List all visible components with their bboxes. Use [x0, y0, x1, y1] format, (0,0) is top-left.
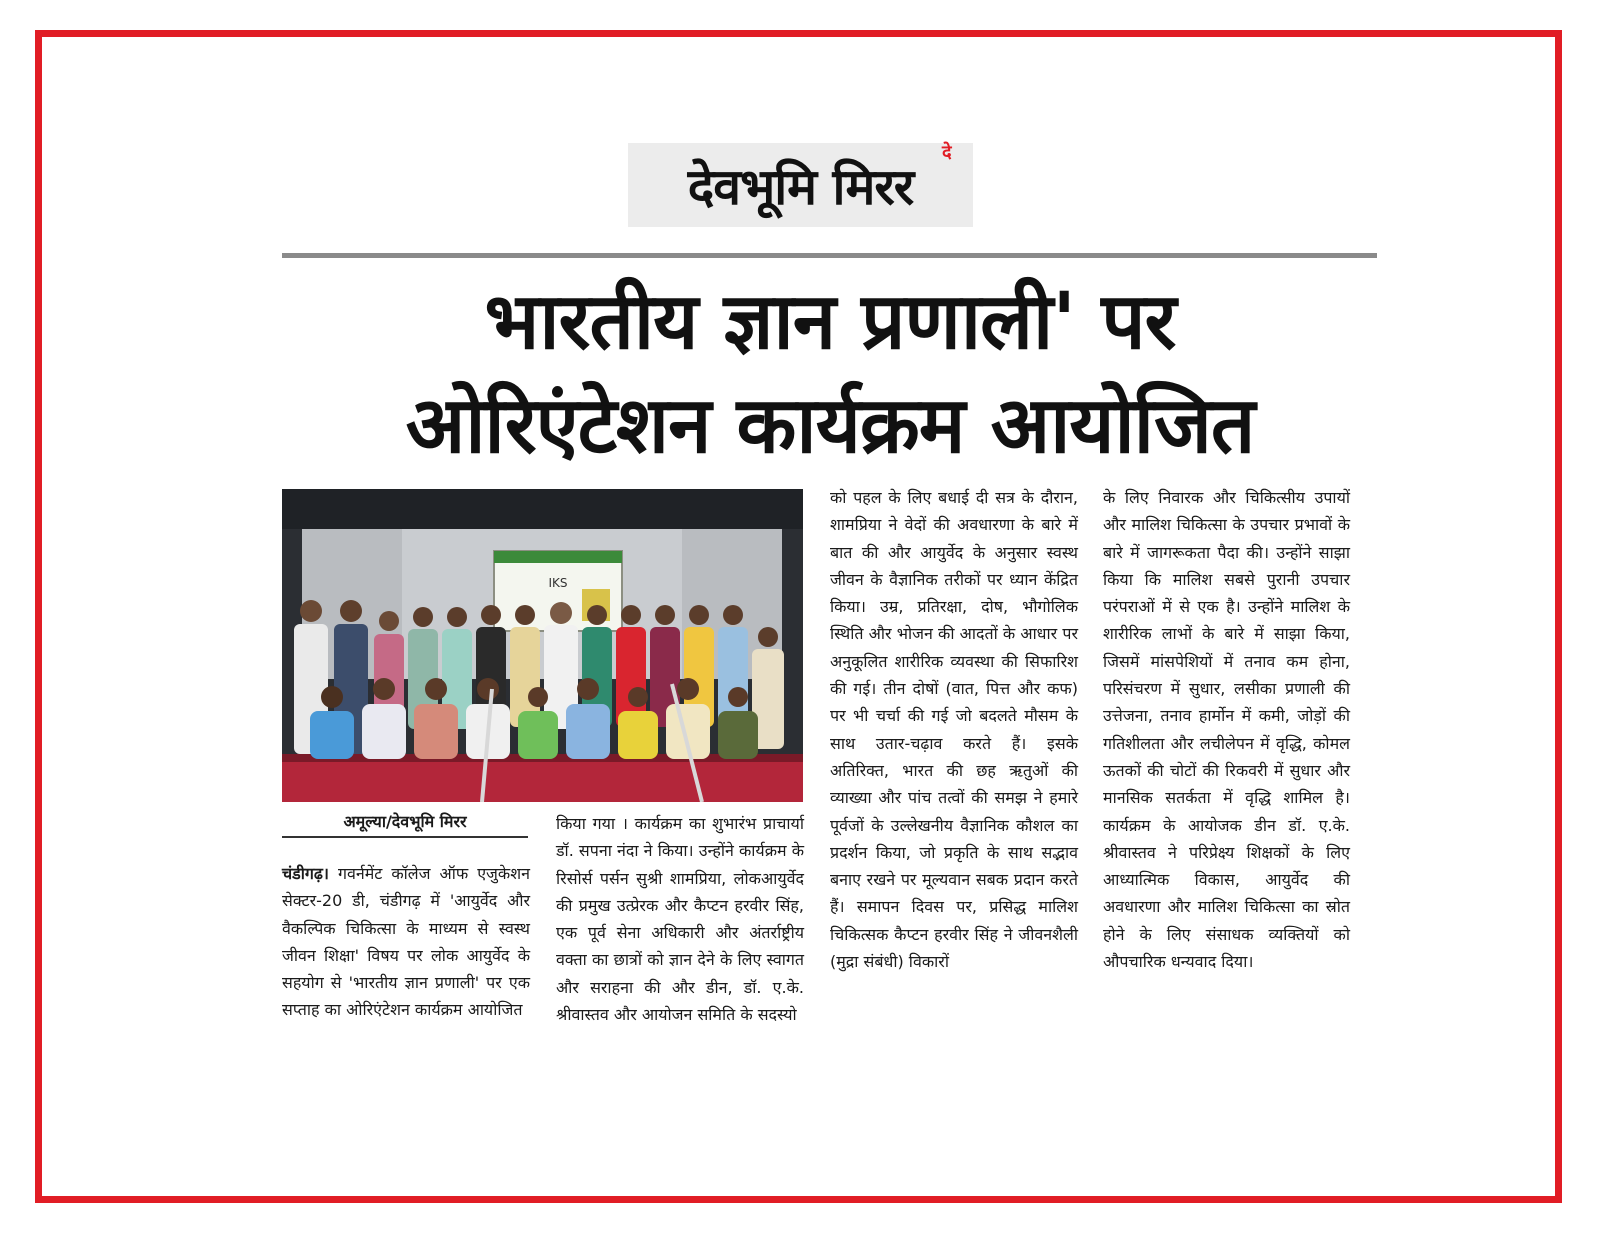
article-column-4: के लिए निवारक और चिकित्सीय उपायों और मालिश चिकित्सा के उपचार प्रभावों के बारे में जागरूकता पैदा की। उन्होंने साझा किया कि मालिश सबसे पुरानी उपचार परंपराओं में से एक है। उन्होंने मालिश के शारीरिक लाभों के बारे में साझा किया, जिसमें मांसपेशियों में तनाव कम होना, परिसंचरण में सुधार, लसीका प्रणाली की उत्तेजना, तनाव हार्मोन में कमी, जोड़ों की गतिशीलता और लचीलेपन में वृद्धि, कोमल ऊतकों की चोटों की रिकवरी में सुधार और मानसिक सतर्कता में वृद्धि शामिल है। कार्यक्रम के आयोजक डीन डॉ. ए.के. श्रीवास्तव ने परिप्रेक्ष्य शिक्षकों के लिए आध्यात्मिक विकास, आयुर्वेद की अवधारणा और मालिश चिकित्सा का स्रोत होने के लिए संसाधक व्यक्तियों को औपचारिक धन्यवाद दिया।	[1103, 488, 1350, 972]
photo-byline: अमूल्या/देवभूमि मिरर	[282, 810, 528, 838]
logo-mark: दे	[942, 142, 952, 163]
dateline: चंडीगढ़।	[282, 864, 329, 883]
article-column-2: किया गया । कार्यक्रम का शुभारंभ प्राचार्या डॉ. सपना नंदा ने किया। उन्होंने कार्यक्रम के रिसोर्स पर्सन सुश्री शामप्रिया, लोकआयुर्वेद की प्रमुख उत्प्रेरक और कैप्टन हरवीर सिंह, एक पूर्व सेना अधिकारी और अंतर्राष्ट्रीय वक्ता का छात्रों को ज्ञान देने के लिए स्वागत और सराहना की और डीन, डॉ. ए.के. श्रीवास्तव और आयोजन समिति के सदस्यो	[556, 814, 804, 1025]
article-column-1	[282, 860, 530, 1024]
article-photo	[282, 489, 803, 802]
article-column-3: को पहल के लिए बधाई दी सत्र के दौरान, शामप्रिया ने वेदों की अवधारणा के बारे में बात की और आयुर्वेद के अनुसार स्वस्थ जीवन के वैज्ञानिक तरीकों पर ध्यान केंद्रित किया। उम्र, प्रतिरक्षा, दोष, भौगोलिक स्थिति और भोजन की आदतों के आधार पर अनुकूलित शारीरिक व्यवस्था की सिफारिश की गई। तीन दोषों (वात, पित्त और कफ) पर भी चर्चा की गई जो बदलते मौसम के साथ उतार-चढ़ाव करते हैं। इसके अतिरिक्त, भारत की छह ऋतुओं की व्याख्या और पांच तत्वों की समझ ने हमारे पूर्वजों के उल्लेखनीय वैज्ञानिक कौशल का प्रदर्शन किया, जो प्रकृति के साथ सद्भाव बनाए रखने पर मूल्यवान सबक प्रदान करते हैं। समापन दिवस पर, प्रसिद्ध मालिश चिकित्सक कैप्टन हरवीर सिंह ने जीवनशैली (मुद्रा संबंधी) विकारों	[830, 488, 1078, 972]
headline-line-2: ओरिएंटेशन कार्यक्रम आयोजित	[405, 381, 1255, 471]
article-column-1-text: गवर्नमेंट कॉलेज ऑफ एजुकेशन सेक्टर-20 डी, चंडीगढ़ में 'आयुर्वेद और वैकल्पिक चिकित्सा के माध्यम से स्वस्थ जीवन शिक्षा' विषय पर लोक आयुर्वेद के सहयोग से 'भारतीय ज्ञान प्रणाली' पर एक सप्ताह का ओरिएंटेशन कार्यक्रम आयोजित	[282, 864, 530, 1020]
headline-line-1: भारतीय ज्ञान प्रणाली' पर	[484, 277, 1176, 367]
newspaper-masthead	[628, 143, 973, 227]
seated-people	[310, 678, 758, 759]
group-photo-illustration	[282, 489, 803, 802]
headline	[280, 270, 1380, 478]
screen-title: IKS	[548, 576, 568, 590]
masthead-title: देवभूमि मिरर	[687, 158, 914, 216]
header-rule	[282, 253, 1377, 258]
